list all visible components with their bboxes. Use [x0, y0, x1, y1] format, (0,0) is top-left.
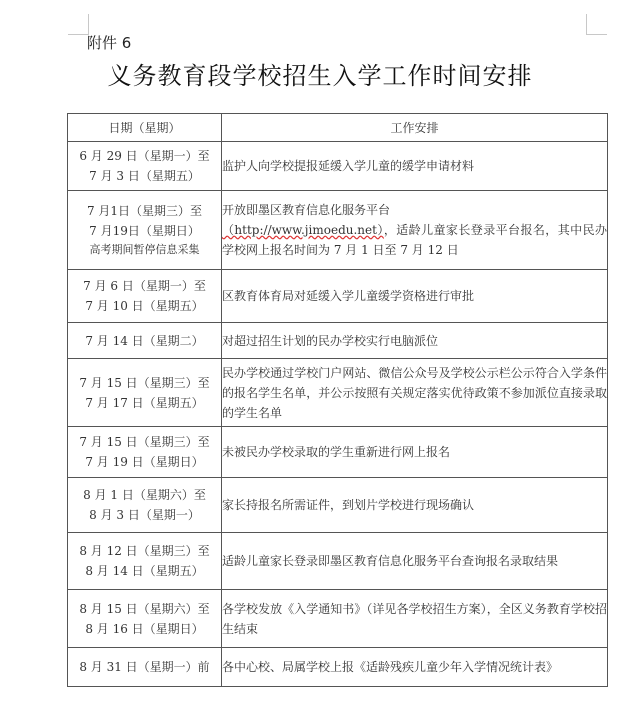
- date-text: 8 月 15 日（星期六）至 8 月 16 日（星期日）: [79, 601, 210, 636]
- task-text-line1: 开放即墨区教育信息化服务平台: [222, 203, 391, 217]
- annex-label: 附件 6: [87, 34, 132, 52]
- date-cell: [68, 191, 222, 270]
- table-header-row: [68, 114, 608, 142]
- table-row: [68, 142, 608, 191]
- date-note: 高考期间暂停信息采集: [89, 243, 200, 256]
- table-row: [68, 191, 608, 270]
- table-row: [68, 427, 608, 478]
- table-row: [68, 478, 608, 533]
- document-title: 义务教育段学校招生入学工作时间安排: [107, 62, 533, 90]
- task-cell: 区教育体育局对延缓入学儿童缓学资格进行审批: [222, 270, 608, 323]
- date-cell: [68, 142, 222, 191]
- task-cell: 未被民办学校录取的学生重新进行网上报名: [222, 427, 608, 478]
- date-text: 7 月 15 日（星期三）至 7 月 17 日（星期五）: [79, 375, 210, 410]
- task-cell: [222, 191, 608, 270]
- date-text: 6 月 29 日（星期一）至 7 月 3 日（星期五）: [79, 149, 210, 183]
- date-cell: [68, 427, 222, 478]
- task-cell: 家长持报名所需证件，到划片学校进行现场确认: [222, 478, 608, 533]
- schedule-table: [67, 113, 608, 687]
- date-cell: 7 月 14 日（星期二）: [68, 323, 222, 359]
- date-cell: [68, 533, 222, 590]
- date-text: 7 月 15 日（星期三）至 7 月 19 日（星期日）: [79, 435, 210, 469]
- task-cell: 各中心校、局属学校上报《适龄残疾儿童少年入学情况统计表》: [222, 648, 608, 687]
- task-cell: 监护人向学校提报延缓入学儿童的缓学申请材料: [222, 142, 608, 191]
- header-date: 日期（星期）: [68, 114, 222, 142]
- date-cell: 8 月 31 日（星期一）前: [68, 648, 222, 687]
- task-text-line2: ，适龄儿童家长登录平台报名，其中民办学校网上报名时间为 7 月 1 日至 7 月 12 日: [222, 223, 607, 257]
- task-cell: 民办学校通过学校门户网站、微信公众号及学校公示栏公示符合入学条件的报名学生名单，并公示按照有关规定落实优待政策不参加派位直接录取的学生名单: [222, 359, 608, 427]
- date-text: 8 月 12 日（星期三）至 8 月 14 日（星期五）: [79, 544, 210, 578]
- date-cell: [68, 478, 222, 533]
- header-task: 工作安排: [222, 114, 608, 142]
- crop-mark-top-right: [586, 14, 607, 35]
- table-row: [68, 590, 608, 648]
- table-row: [68, 270, 608, 323]
- table-row: [68, 359, 608, 427]
- table-row: [68, 533, 608, 590]
- date-text: 7 月 6 日（星期一）至 7 月 10 日（星期五）: [83, 279, 206, 313]
- task-cell: 各学校发放《入学通知书》（详见各学校招生方案），全区义务教育学校招生结束: [222, 590, 608, 648]
- task-cell: 对超过招生计划的民办学校实行电脑派位: [222, 323, 608, 359]
- platform-link[interactable]: （http://www.jimoedu.net）: [222, 223, 384, 237]
- table-row: [68, 323, 608, 359]
- date-text: 7 月1日（星期三）至 7 月19日（星期日）: [86, 204, 203, 238]
- crop-mark-top-left: [68, 14, 89, 35]
- date-cell: [68, 590, 222, 648]
- date-cell: [68, 359, 222, 427]
- date-cell: [68, 270, 222, 323]
- task-cell: 适龄儿童家长登录即墨区教育信息化服务平台查询报名录取结果: [222, 533, 608, 590]
- date-text: 8 月 1 日（星期六）至 8 月 3 日（星期一）: [83, 488, 206, 522]
- table-row: [68, 648, 608, 687]
